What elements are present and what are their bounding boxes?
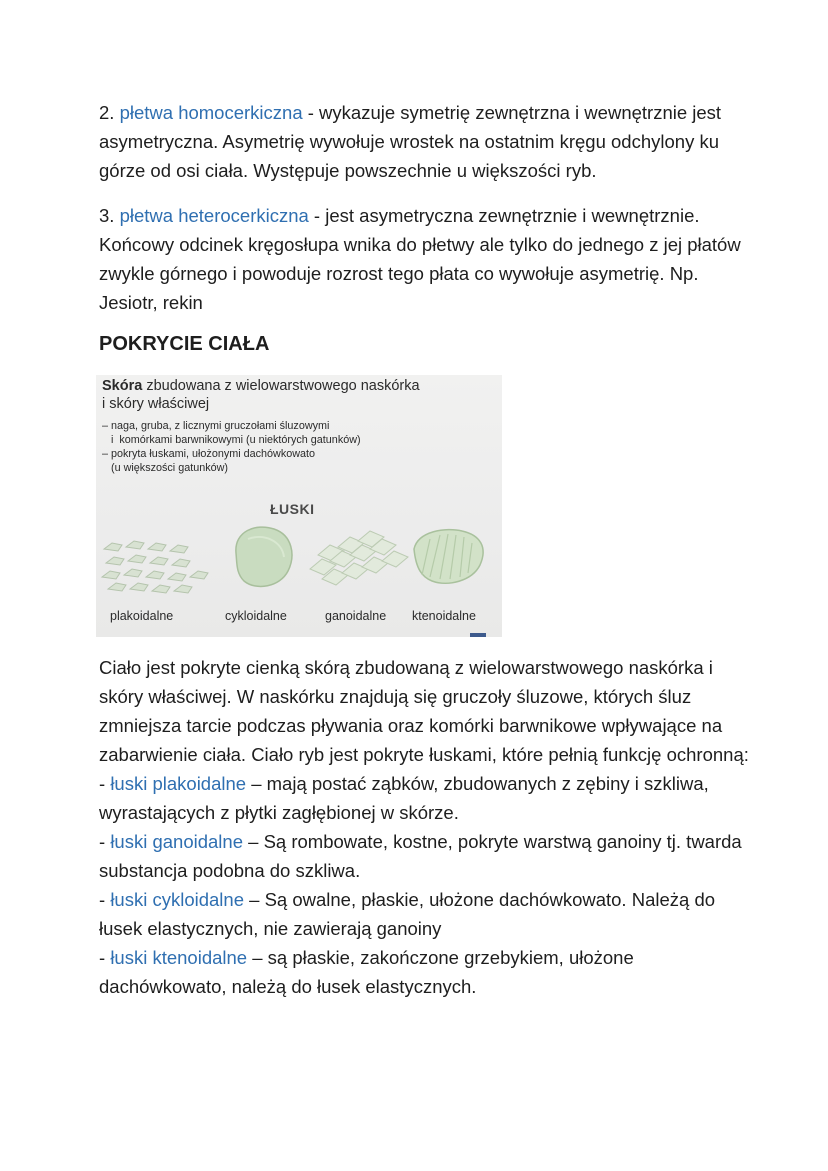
figure-list-item: – pokryta łuskami, ułożonymi dachówkowato	[102, 448, 316, 460]
list-item-text: – są płaskie, zakończone grzebykiem, ułożone dachówkowato, należą do łusek elastycznych.	[99, 947, 634, 997]
body-intro: Ciało jest pokryte cienką skórą zbudowaną z wielowarstwowego naskórka i skóry właściwej. W naskórku znajdują się gruczoły śluzowe, których śluz zmniejsza tarcie podczas pływania oraz komórki barwnikowe wpływające na zabarwienie ciała. Ciało ryb jest pokryte łuskami, które pełnią funkcję ochronną:	[99, 657, 749, 765]
term-heterocercal-fin: płetwa heterocerkiczna	[119, 205, 309, 226]
scale-label-placoid: plakoidalne	[110, 609, 174, 623]
figure-corner-mark	[470, 633, 486, 637]
section-heading: POKRYCIE CIAŁA	[99, 333, 270, 355]
ctenoid-scale-icon	[414, 530, 483, 584]
paragraph-homocercal-fin	[99, 98, 759, 185]
list-item-cycloid	[99, 885, 759, 943]
list-item-text: – mają postać ząbków, zbudowanych z zębiny i szkliwa, wyrastających z płytki zagłębionej w skórze.	[99, 773, 709, 823]
list-dash: -	[99, 831, 111, 852]
list-dash: -	[99, 889, 111, 910]
term-placoid: łuski plakoidalne	[110, 773, 247, 794]
figure-title-line2: i skóry właściwej	[102, 396, 210, 412]
term-ctenoid: łuski ktenoidalne	[110, 947, 248, 968]
paragraph-heterocercal-fin	[99, 201, 759, 317]
item-number: 2.	[99, 102, 120, 123]
figure-list-item: (u większości gatunków)	[102, 462, 229, 474]
ganoid-scales-icon	[310, 531, 408, 585]
term-ganoid: łuski ganoidalne	[110, 831, 243, 852]
body-text	[99, 653, 759, 1001]
paragraph-text: - wykazuje symetrię zewnętrzna i wewnętrznie jest asymetryczna. Asymetrię wywołuje wrostek na ostatnim kręgu odchylony ku górze od osi ciała. Występuje powszechnie u większości ryb.	[99, 102, 722, 181]
figure-list	[102, 419, 361, 475]
placoid-scales-icon	[102, 541, 208, 593]
list-item-ganoid	[99, 827, 759, 885]
figure-title	[102, 377, 420, 413]
list-dash: -	[99, 773, 111, 794]
scale-label-ctenoid: ktenoidalne	[412, 609, 476, 623]
list-dash: -	[99, 947, 111, 968]
figure-title-rest: zbudowana z wielowarstwowego naskórka	[142, 378, 420, 394]
skin-scales-figure	[96, 375, 502, 637]
figure-list-item: – naga, gruba, z licznymi gruczołami śluzowymi	[102, 420, 330, 432]
figure-list-item: i komórkami barwnikowymi (u niektórych gatunków)	[102, 434, 361, 446]
scales-label: ŁUSKI	[270, 501, 315, 517]
term-homocercal-fin: płetwa homocerkiczna	[119, 102, 303, 123]
term-cycloid: łuski cykloidalne	[110, 889, 244, 910]
scale-label-cycloid: cykloidalne	[225, 609, 287, 623]
list-item-text: – Są owalne, płaskie, ułożone dachówkowato. Należą do łusek elastycznych, nie zawierają ganoiny	[99, 889, 716, 939]
list-item-placoid	[99, 769, 759, 827]
scales-illustration	[96, 525, 502, 605]
list-item-text: – Są rombowate, kostne, pokryte warstwą ganoiny tj. twarda substancja podobna do szkliwa.	[99, 831, 742, 881]
cycloid-scale-icon	[236, 527, 292, 586]
paragraph-text: - jest asymetryczna zewnętrznie i wewnętrznie. Końcowy odcinek kręgosłupa wnika do płetwy ale tylko do jednego z jej płatów zwykle górnego i powoduje rozrost tego płata co wywołuje asymetrię. Np. Jesiotr, rekin	[99, 205, 741, 313]
scale-label-ganoid: ganoidalne	[325, 609, 387, 623]
list-item-ctenoid	[99, 943, 759, 1001]
figure-title-bold: Skóra	[102, 378, 143, 394]
item-number: 3.	[99, 205, 120, 226]
